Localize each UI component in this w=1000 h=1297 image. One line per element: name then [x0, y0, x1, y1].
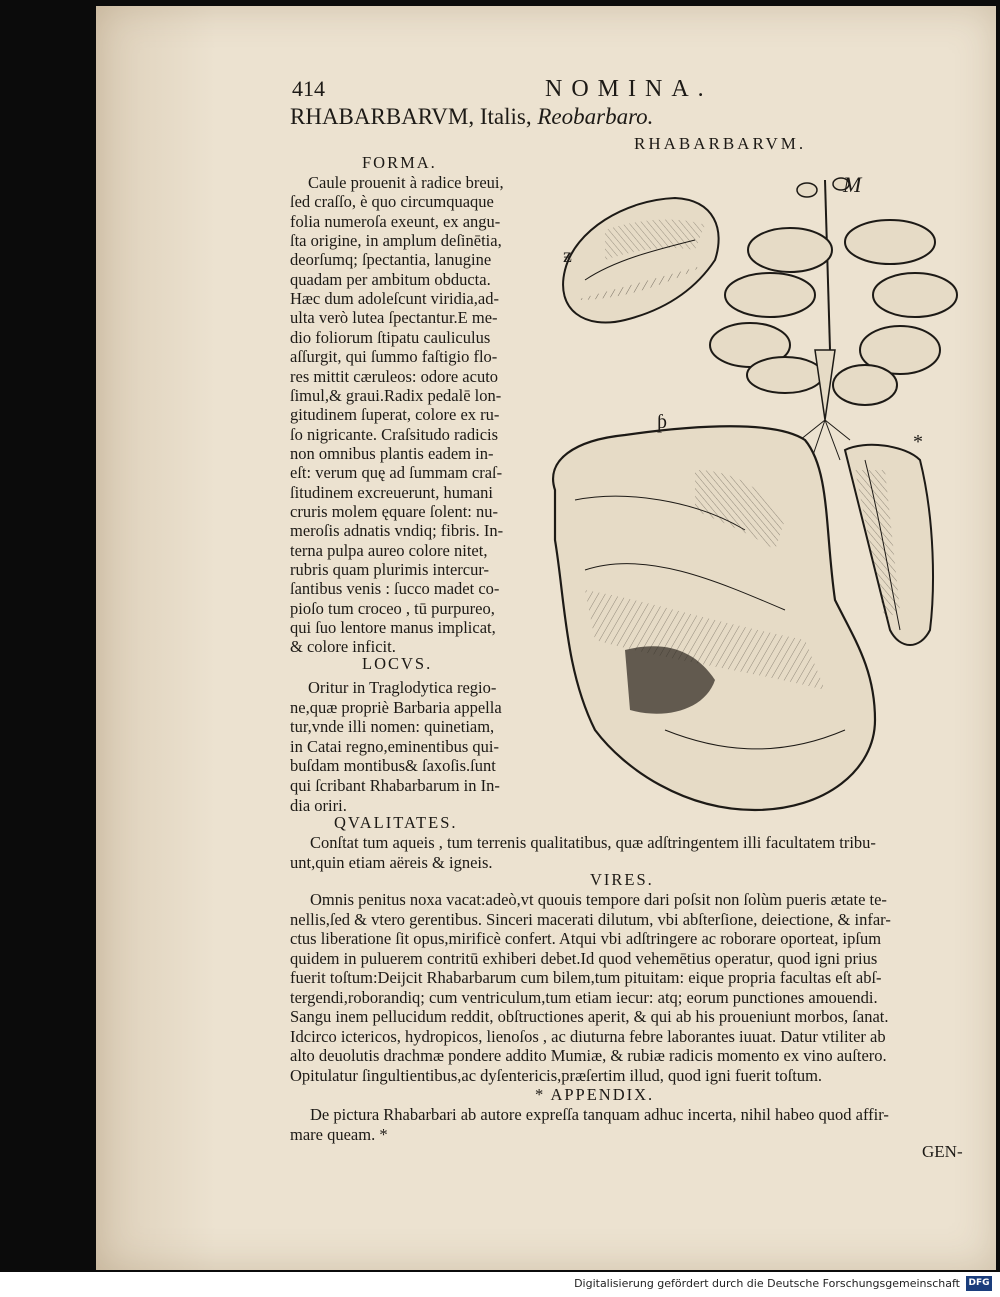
figure-label-m: M [843, 172, 862, 197]
root-piece-slice [845, 445, 933, 645]
section-heading-vires: VIRES. [590, 870, 654, 889]
text-line: quidem in puluerem contritū exhiberi debet.Id quod vehemētius operatur, quod igni prius [290, 948, 878, 968]
headline-roman: RHABARBARVM, Italis, [290, 104, 532, 129]
text-line: ulta verò lutea ſpectantur.E me- [290, 308, 498, 328]
figure-caption: RHABARBARVM. [634, 134, 807, 153]
text-line: qui ſuo lentore manus implicat, [290, 618, 496, 638]
text-line: ctus liberatione ſit opus,mirificè confert. Atqui vbi adſtringere ac roborare oporteat, ipſum [290, 929, 882, 948]
figure-label-star: * [913, 431, 923, 453]
text-line: Idcirco ictericos, hydropicos, lienoſos , ac diuturna febre laborantes iuuat. Datur vtiliter ab [290, 1026, 886, 1046]
page-number: 414 [292, 76, 325, 101]
text-line: qui ſcribant Rhabarbarum in In- [290, 776, 500, 795]
text-line: ſta origine, in amplum deſinētia, [290, 231, 502, 251]
footer-text: Digitalisierung gefördert durch die Deutsche Forschungsgemeinschaft [574, 1277, 960, 1290]
headline-italic: Reobarbaro. [537, 104, 654, 129]
text-line: Hæc dum adoleſcunt viridia,ad- [290, 289, 499, 309]
text-line: tur,vnde illi nomen: quinetiam, [290, 717, 495, 737]
text-line: & colore inficit. [290, 637, 396, 657]
text-line: meroſis adnatis vndiq; fibris. In- [290, 521, 504, 541]
rhubarb-illustration [545, 170, 965, 820]
text-line: gitudinem ſuperat, colore ex ru- [290, 405, 500, 425]
text-line: fuerit toſtum:Deijcit Rhabarbarum cum bilem,tum pituitam: eique propria facultas eſt abſ- [290, 968, 882, 987]
text-line: Opitulatur ſingultientibus,ac dyſentericis,præſertim illud, quod igni fuerit toſtum. [290, 1065, 823, 1085]
figure-label-p: ƥ [657, 411, 667, 433]
text-line: Conſtat tum aqueis , tum terrenis qualitatibus, quæ adſtringentem illi facultatem tribu- [310, 833, 876, 852]
text-line: deorſumq; ſpectantia, lanugine [290, 250, 492, 270]
dfg-logo: DFG [966, 1276, 992, 1291]
text-line: dio foliorum ſtipatu cauliculus [290, 327, 491, 347]
section-heading-forma: FORMA. [362, 153, 437, 172]
text-line: De pictura Rhabarbari ab autore expreſſa tanquam adhuc incerta, nihil habeo quod affir- [310, 1105, 889, 1124]
text-line: dia oriri. [290, 795, 347, 815]
text-line: buſdam montibus& ſaxoſis.ſunt [290, 756, 496, 776]
text-line: ſo nigricante. Craſsitudo radicis [290, 424, 499, 444]
text-line: unt,quin etiam aëreis & igneis. [290, 852, 493, 872]
section-heading-appendix: * APPENDIX. [535, 1085, 655, 1104]
text-line: tergendi,roborandiq; cum ventriculum,tum etiam iecur: atq; eorum punctiones amouendi. [290, 987, 878, 1007]
footer-bar [0, 1272, 1000, 1297]
figure-label-z: ƶ [563, 245, 572, 267]
text-line: ſimul,& graui.Radix pedalē lon- [290, 385, 502, 405]
text-line: ſantibus venis : ſucco madet co- [290, 579, 500, 599]
rhubarb-plant [710, 178, 957, 460]
text-line: terna pulpa aureo colore nitet, [290, 540, 488, 560]
text-line: ſed craſſo, è quo circumquaque [290, 192, 494, 212]
section-heading-locus: LOCVS. [362, 654, 433, 673]
text-line: Omnis penitus noxa vacat:adeò,vt quouis tempore dari poſsit non ſolùm pueris ætate te- [310, 890, 887, 909]
text-line: quadam per ambitum obducta. [290, 269, 491, 289]
running-head: NOMINA. [545, 76, 713, 102]
text-line: Oritur in Traglodytica regio- [308, 678, 497, 697]
text-line: eſt: verum quę ad ſummam craſ- [290, 463, 503, 483]
text-line: ne,quæ propriè Barbaria appella [290, 697, 502, 717]
text-line: alto deuolutis drachmæ pondere addito Mumiæ, & rubiæ radicis momento ex vino auſtero. [290, 1046, 887, 1065]
text-line: cruris molem ęquare ſolent: nu- [290, 501, 499, 521]
text-line: res mittit cæruleos: odore acuto [290, 366, 499, 386]
text-line: aſſurgit, qui ſummo faſtigio flo- [290, 347, 498, 367]
text-line: pioſo tum croceo , tū purpureo, [290, 598, 495, 618]
text-line: rubris quam plurimis intercur- [290, 560, 489, 579]
catchword: GEN- [922, 1142, 963, 1161]
text-line: in Catai regno,eminentibus qui- [290, 736, 499, 756]
text-line: ſitudinem excreuerunt, humani [290, 482, 493, 502]
root-piece-small [563, 198, 719, 323]
headline [290, 104, 653, 130]
text-line: non omnibus plantis eadem in- [290, 443, 494, 463]
text-line: nellis,ſed & vtero gerentibus. Sinceri macerati dilutum, vbi abſterſione, deiectione, & infar- [290, 909, 891, 929]
text-line: mare queam. * [290, 1124, 388, 1144]
root-piece-large [553, 426, 875, 810]
text-line: Sangu inem pellucidum reddit, obſtructiones aperit, & qui ab his proueniunt morbos, ſanat. [290, 1007, 889, 1026]
section-heading-qualitates: QVALITATES. [334, 813, 458, 832]
text-line: Caule prouenit à radice breui, [308, 173, 504, 192]
text-line: folia numeroſa exeunt, ex angu- [290, 211, 501, 231]
